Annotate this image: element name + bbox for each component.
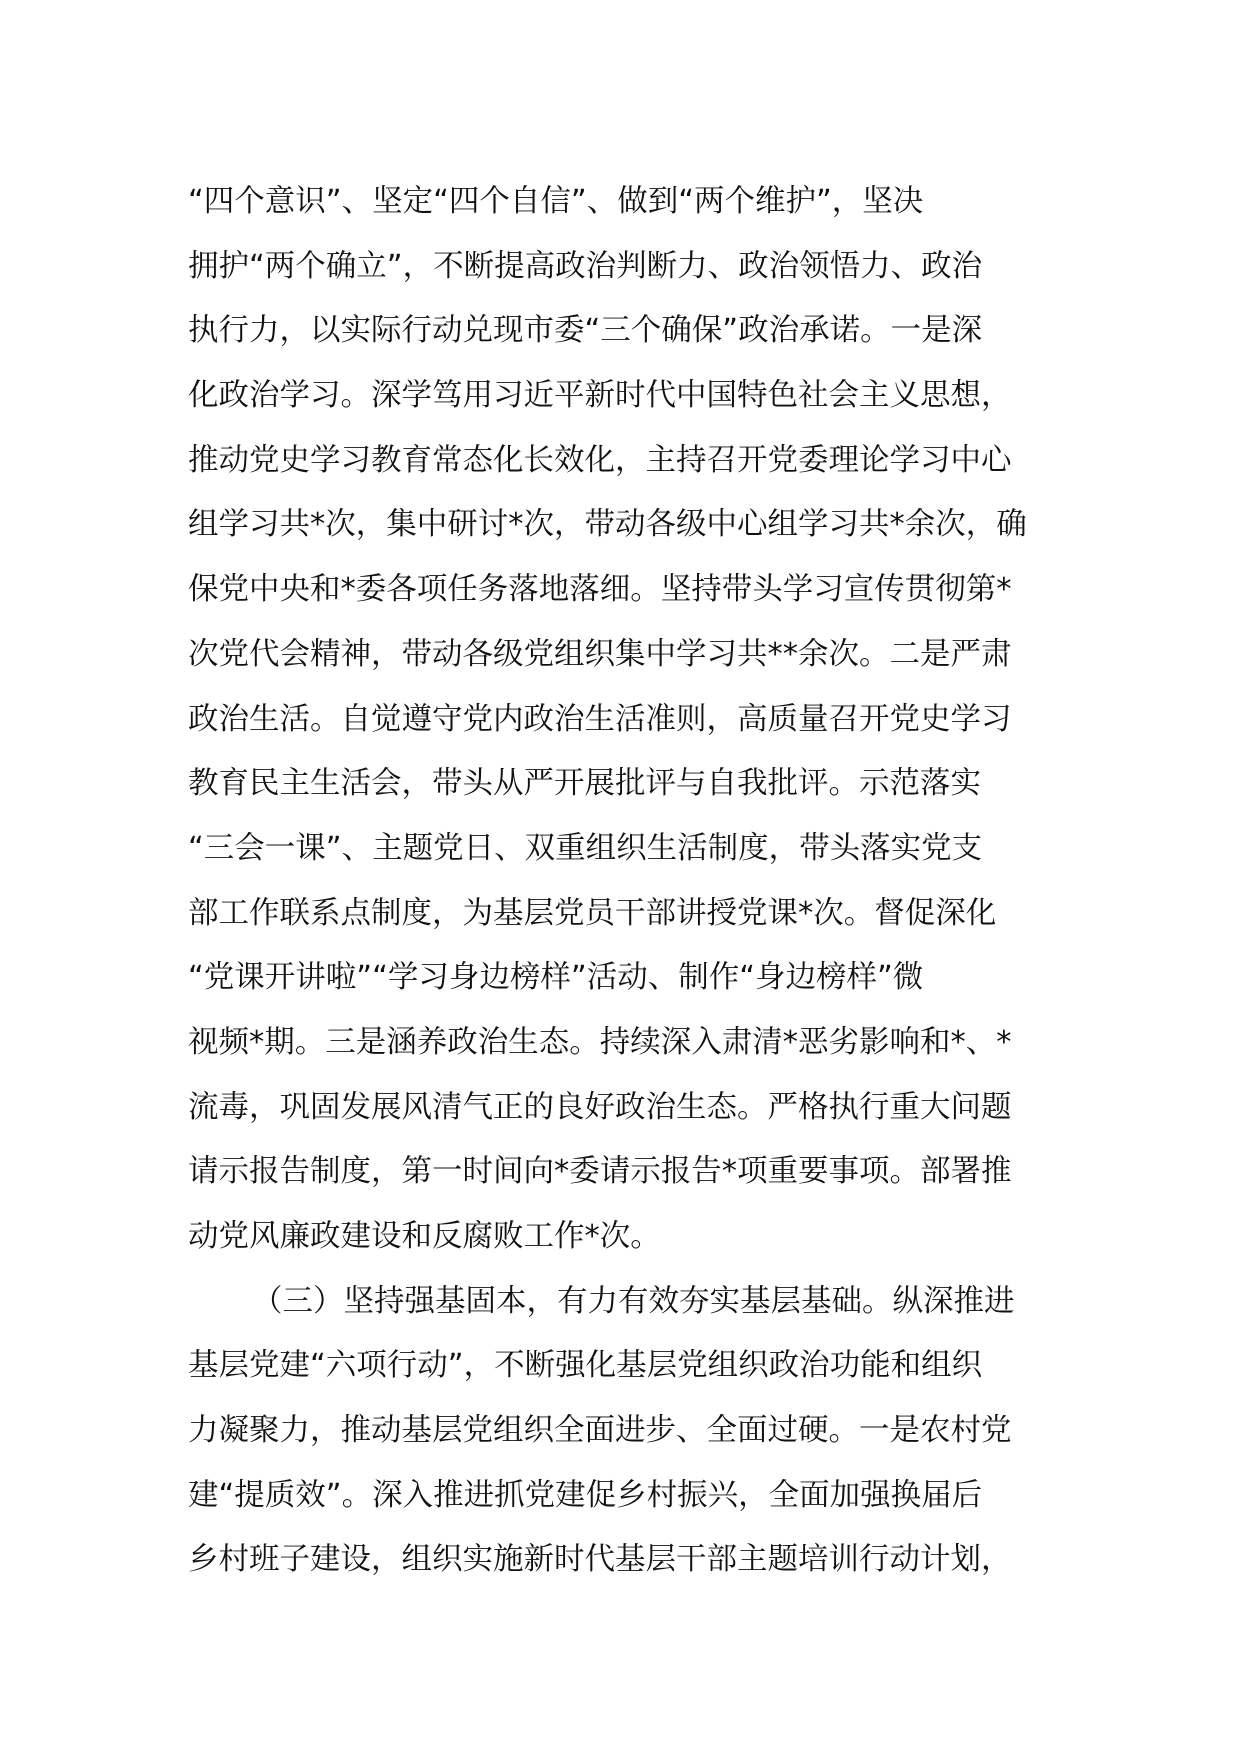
text-line: 乡村班子建设，组织实施新时代基层干部主题培训行动计划， bbox=[188, 1542, 1012, 1578]
text-line: 保党中央和*委各项任务落地落细。坚持带头学习宣传贯彻第* bbox=[188, 572, 1012, 608]
section-heading-line: （三）坚持强基固本，有力有效夯实基层基础。纵深推进 bbox=[252, 1283, 1015, 1319]
text-line: 拥护“两个确立”，不断提高政治判断力、政治领悟力、政治 bbox=[188, 248, 983, 284]
text-line: 部工作联系点制度，为基层党员干部讲授党课*次。督促深化 bbox=[188, 895, 997, 931]
text-line: “三会一课”、主题党日、双重组织生活制度，带头落实党支 bbox=[188, 830, 983, 866]
text-line: 建“提质效”。深入推进抓党建促乡村振兴，全面加强换届后 bbox=[188, 1477, 983, 1513]
text-line: 执行力，以实际行动兑现市委“三个确保”政治承诺。一是深 bbox=[188, 313, 983, 349]
text-line: 化政治学习。深学笃用习近平新时代中国特色社会主义思想， bbox=[188, 378, 1012, 414]
text-line: 请示报告制度，第一时间向*委请示报告*项重要事项。部署推 bbox=[188, 1154, 1012, 1190]
body-text bbox=[188, 170, 1058, 1593]
text-line: 基层党建“六项行动”，不断强化基层党组织政治功能和组织 bbox=[188, 1348, 983, 1384]
text-line: 推动党史学习教育常态化长效化，主持召开党委理论学习中心 bbox=[188, 442, 1012, 478]
text-line: 视频*期。三是涵养政治生态。持续深入肃清*恶劣影响和*、* bbox=[188, 1024, 1012, 1060]
text-line: “四个意识”、坚定“四个自信”、做到“两个维护”，坚决 bbox=[188, 184, 924, 219]
text-line: 流毒，巩固发展风清气正的良好政治生态。严格执行重大问题 bbox=[188, 1089, 1012, 1125]
text-line: “党课开讲啦”“学习身边榜样”活动、制作“身边榜样”微 bbox=[188, 960, 924, 996]
text-line: 组学习共*次，集中研讨*次，带动各级中心组学习共*余次，确 bbox=[188, 507, 1027, 543]
text-line: 力凝聚力，推动基层党组织全面进步、全面过硬。一是农村党 bbox=[188, 1413, 1012, 1449]
text-line: 教育民主生活会，带头从严开展批评与自我批评。示范落实 bbox=[188, 766, 981, 802]
text-line: 政治生活。自觉遵守党内政治生活准则，高质量召开党史学习 bbox=[188, 701, 1012, 737]
text-line: 动党风廉政建设和反腐败工作*次。 bbox=[188, 1219, 661, 1254]
text-line: 次党代会精神，带动各级党组织集中学习共**余次。二是严肃 bbox=[188, 636, 1012, 672]
